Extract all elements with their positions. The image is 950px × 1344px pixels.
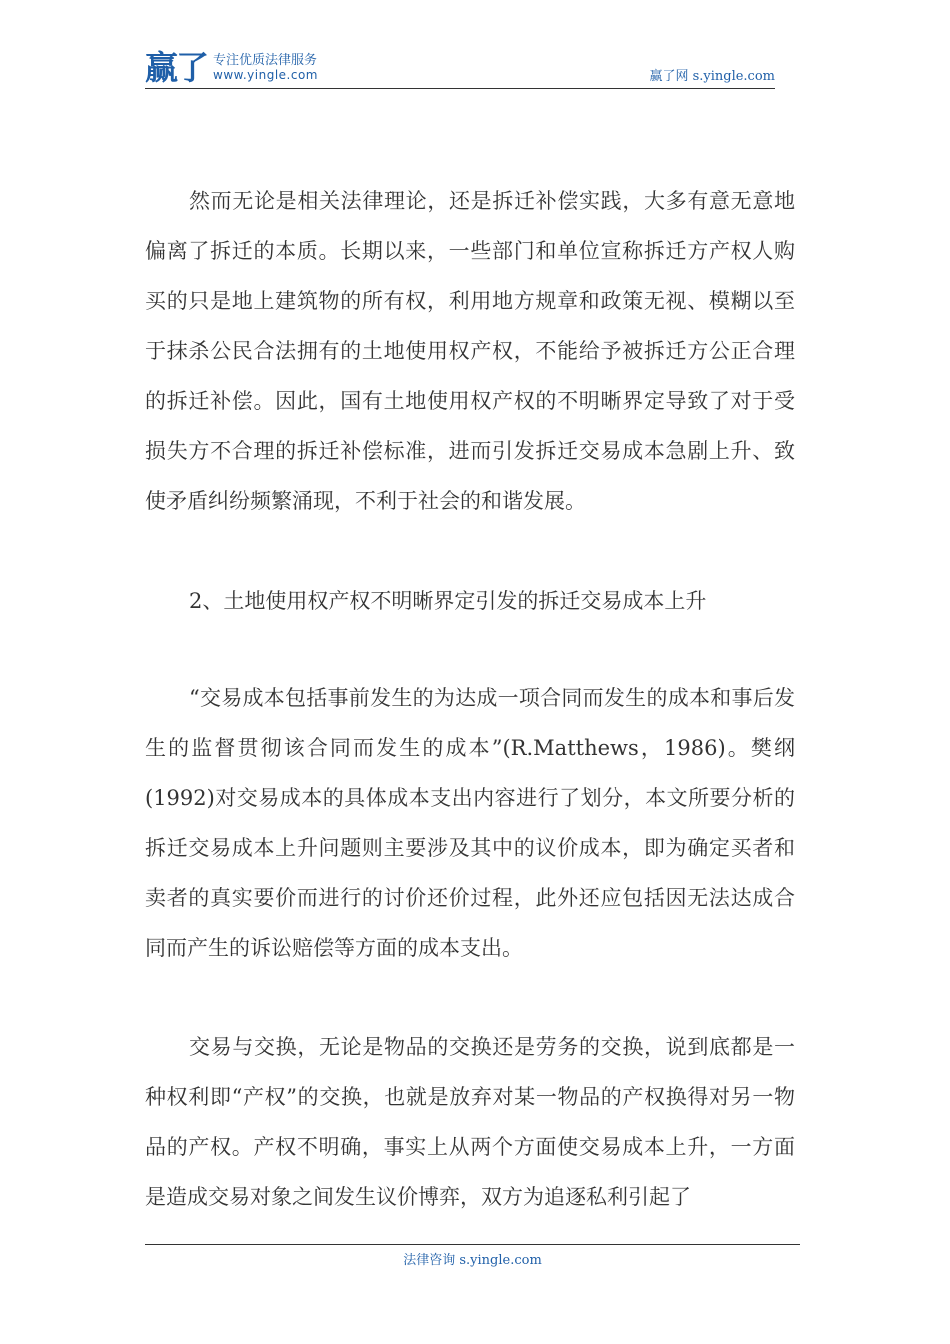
page-header: [145, 50, 775, 89]
footer-link[interactable]: 法律咨询 s.yingle.com: [403, 1253, 542, 1268]
paragraph-2: “交易成本包括事前发生的为达成一项合同而发生的成本和事后发生的监督贯彻该合同而发生的成本”(R.Matthews，1986)。樊纲(1992)对交易成本的具体成本支出内容进行了划分，本文所要分析的拆迁交易成本上升问题则主要涉及其中的议价成本，即为确定买者和卖者的真实要价而进行的讨价还价过程，此外还应包括因无法达成合同而产生的诉讼赔偿等方面的成本支出。: [145, 686, 795, 960]
section-heading: 2、土地使用权产权不明晰界定引发的拆迁交易成本上升: [189, 589, 707, 613]
yingle-logo[interactable]: [145, 50, 318, 86]
paragraph-1: 然而无论是相关法律理论，还是拆迁补偿实践，大多有意无意地偏离了拆迁的本质。长期以来，一些部门和单位宣称拆迁方产权人购买的只是地上建筑物的所有权，利用地方规章和政策无视、模糊以至于抹杀公民合法拥有的土地使用权产权，不能给予被拆迁方公正合理的拆迁补偿。因此，国有土地使用权产权的不明晰界定导致了对于受损失方不合理的拆迁补偿标准，进而引发拆迁交易成本急剧上升、致使矛盾纠纷频繁涌现，不利于社会的和谐发展。: [145, 189, 795, 513]
logo-text-block: [213, 53, 318, 83]
header-site-link[interactable]: 赢了网 s.yingle.com: [649, 69, 775, 84]
logo-url: www.yingle.com: [213, 68, 318, 82]
page-footer: [145, 1244, 800, 1268]
logo-slogan: 专注优质法律服务: [213, 53, 318, 68]
paragraph-3: 交易与交换，无论是物品的交换还是劳务的交换，说到底都是一种权利即“产权”的交换，也就是放弃对某一物品的产权换得对另一物品的产权。产权不明确，事实上从两个方面使交易成本上升，一方面是造成交易对象之间发生议价博弈，双方为追逐私利引起了: [145, 1035, 795, 1209]
logo-mark: 赢了: [145, 48, 207, 87]
